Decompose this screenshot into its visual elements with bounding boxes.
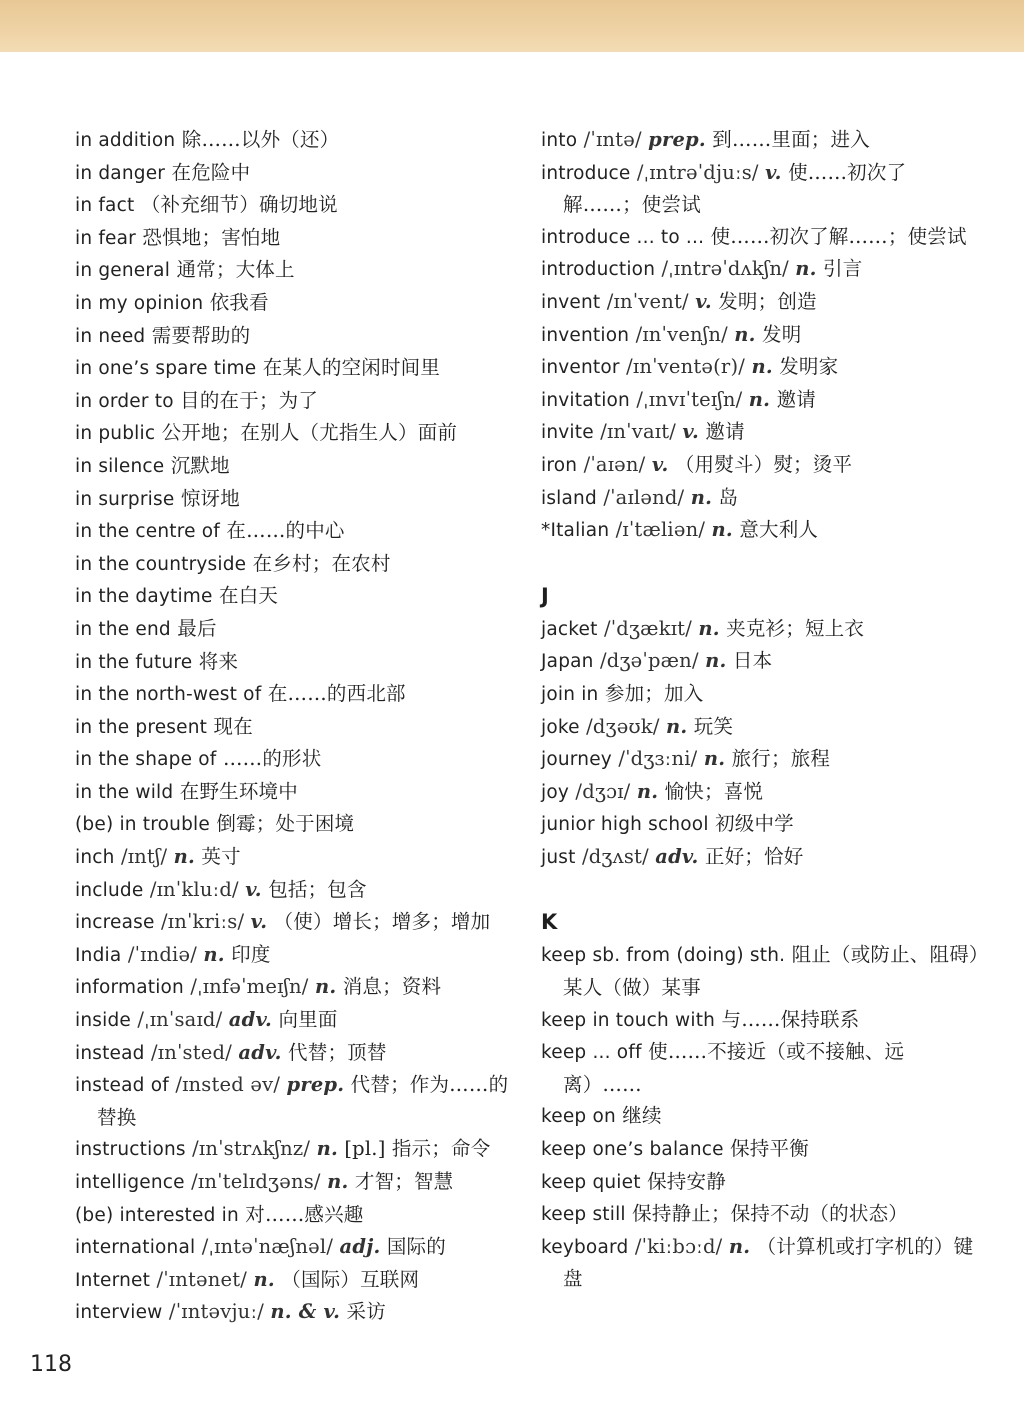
glossary-entry <box>75 743 515 776</box>
glossary-entry <box>541 514 981 547</box>
entry-headword: keep still <box>541 1204 626 1226</box>
entry-gloss: 与……保持联系 <box>721 1007 860 1031</box>
entry-gloss: （用熨斗）熨；烫平 <box>674 452 853 476</box>
entry-gloss: （国际）互联网 <box>281 1267 420 1291</box>
entry-headword: in the countryside <box>75 553 247 575</box>
entry-gloss: 目的在于；为了 <box>180 388 319 412</box>
entry-headword: keep ... off <box>541 1042 642 1064</box>
entry-headword: intelligence <box>75 1172 185 1193</box>
entry-pronunciation: /ˌɪntəˈnæʃnəl/ <box>201 1235 334 1259</box>
entry-gloss: 在白天 <box>219 584 279 608</box>
entry-headword: India <box>75 944 122 966</box>
entry-gloss: 保持平衡 <box>730 1137 809 1161</box>
entry-pronunciation: /ˌɪnfəˈmeɪʃn/ <box>190 975 309 999</box>
glossary-entry <box>75 222 515 255</box>
glossary-entry <box>75 678 515 711</box>
glossary-entry <box>541 711 981 744</box>
glossary-entry <box>541 678 981 711</box>
entry-gloss: 采访 <box>346 1300 386 1324</box>
entry-headword: in the daytime <box>75 586 213 608</box>
entry-headword: (be) in trouble <box>75 814 210 836</box>
glossary-entry <box>75 1069 515 1133</box>
glossary-entry <box>75 515 515 548</box>
entry-gloss: 向里面 <box>278 1008 338 1032</box>
entry-pronunciation: /dʒʌst/ <box>581 844 649 868</box>
glossary-entry <box>541 384 981 417</box>
entry-part-of-speech: adv. <box>655 844 699 868</box>
entry-headword: in the north-west of <box>75 684 262 706</box>
section-letter-k: K <box>541 910 558 935</box>
entry-headword: in general <box>75 260 171 282</box>
entry-gloss: 参加；加入 <box>604 681 704 705</box>
entry-headword: joke <box>541 716 580 738</box>
entry-headword: keep one’s balance <box>541 1139 724 1161</box>
glossary-entry <box>75 417 515 450</box>
glossary-entry <box>541 1198 981 1231</box>
entry-gloss: 沉默地 <box>170 453 230 477</box>
glossary-entry <box>541 482 981 515</box>
entry-gloss: 发明；创造 <box>718 289 817 313</box>
entry-headword: information <box>75 977 184 999</box>
entry-headword: in order to <box>75 390 174 412</box>
glossary-entry <box>541 1004 981 1037</box>
glossary-entry <box>75 841 515 874</box>
glossary-entry <box>541 1231 981 1295</box>
glossary-entry <box>75 1296 515 1329</box>
glossary-entry <box>541 743 981 776</box>
entry-headword: keyboard <box>541 1236 629 1258</box>
entry-pronunciation: /ɪnˈtelɪdʒəns/ <box>191 1170 321 1193</box>
entry-gloss: 继续 <box>622 1104 662 1128</box>
entry-gloss: 日本 <box>732 649 773 673</box>
entry-headword: in surprise <box>75 488 175 510</box>
entry-headword: introduction <box>541 259 656 281</box>
glossary-entry <box>541 1100 981 1133</box>
entry-headword: instead <box>75 1042 145 1064</box>
entry-headword: journey <box>541 749 612 771</box>
glossary-list-k <box>541 939 981 1295</box>
entry-part-of-speech: n. <box>666 714 688 738</box>
entry-pronunciation: /ɪnˈsted/ <box>151 1040 232 1064</box>
entry-pronunciation: /ɪnˈvaɪt/ <box>600 420 677 444</box>
entry-headword: *Italian <box>541 520 610 542</box>
entry-part-of-speech: n. <box>253 1267 275 1291</box>
entry-headword: keep on <box>541 1106 616 1128</box>
glossary-entry <box>541 416 981 449</box>
entry-gloss: 除……以外（还） <box>181 128 340 151</box>
entry-headword: in fact <box>75 195 135 217</box>
glossary-entry <box>541 1166 981 1199</box>
entry-pronunciation: /ɪˈtæliən/ <box>615 518 706 542</box>
glossary-list-j <box>541 613 981 874</box>
glossary-entry <box>541 645 981 678</box>
header-band <box>0 0 1024 52</box>
entry-headword: introduce <box>541 162 631 184</box>
entry-pronunciation: /ɪnsted əv/ <box>175 1073 281 1097</box>
entry-pronunciation: /dʒəˈpæn/ <box>600 649 699 673</box>
entry-gloss: 岛 <box>718 485 739 509</box>
entry-headword: keep sb. from (doing) sth. <box>541 945 786 967</box>
entry-part-of-speech: adj. <box>339 1235 381 1259</box>
entry-gloss: （使）增长；增多；增加 <box>273 910 491 934</box>
glossary-entry <box>541 319 981 352</box>
entry-gloss: 保持安静 <box>647 1169 726 1193</box>
glossary-entry <box>75 646 515 679</box>
entry-headword: invention <box>541 324 630 346</box>
glossary-entry <box>75 320 515 353</box>
entry-gloss: 包括；包含 <box>268 877 367 901</box>
entry-pronunciation: /ɪnˈventə(r)/ <box>626 355 746 379</box>
entry-gloss: （补充细节）确切地说 <box>140 193 338 217</box>
entry-part-of-speech: adv. <box>228 1008 273 1032</box>
entry-part-of-speech: adv. <box>238 1040 282 1064</box>
entry-part-of-speech: n. <box>711 518 733 542</box>
entry-gloss: 消息；资料 <box>342 975 442 999</box>
glossary-entry <box>75 1004 515 1037</box>
entry-pronunciation: /ˈɪndiə/ <box>127 942 197 966</box>
glossary-entry <box>541 286 981 319</box>
glossary-list-i <box>75 124 515 1329</box>
entry-headword: in the future <box>75 651 193 673</box>
entry-part-of-speech: v. <box>250 910 268 934</box>
glossary-entry <box>75 548 515 581</box>
entry-headword: in the present <box>75 716 208 738</box>
entry-part-of-speech: v. <box>695 289 712 313</box>
entry-headword: just <box>541 846 576 868</box>
section-letter-j: J <box>541 583 550 608</box>
entry-gloss: 印度 <box>231 942 271 966</box>
entry-gloss: 恐惧地；害怕地 <box>142 225 281 249</box>
entry-part-of-speech: n. <box>751 355 773 379</box>
entry-part-of-speech: v. <box>765 160 782 184</box>
glossary-entry <box>75 1166 515 1199</box>
entry-headword: join in <box>541 683 599 705</box>
entry-gloss: 英寸 <box>201 845 241 869</box>
glossary-entry <box>75 385 515 418</box>
glossary-entry <box>541 221 981 254</box>
entry-pronunciation: /ˈaɪlənd/ <box>603 485 685 509</box>
entry-headword: inventor <box>541 357 620 379</box>
glossary-entry <box>75 1264 515 1297</box>
entry-gloss: [pl.] 指示；命令 <box>344 1137 491 1161</box>
entry-gloss: 依我看 <box>209 290 269 314</box>
entry-headword: joy <box>541 781 570 803</box>
entry-headword: invite <box>541 422 594 444</box>
glossary-entry <box>75 613 515 646</box>
entry-headword: in the centre of <box>75 521 221 543</box>
glossary-entry <box>541 157 981 221</box>
entry-gloss: 引言 <box>823 257 863 281</box>
entry-pronunciation: /ˈɪntənet/ <box>156 1267 248 1291</box>
entry-gloss: 现在 <box>213 714 253 738</box>
entry-gloss: ……的形状 <box>222 747 322 771</box>
entry-pronunciation: /ˌɪntrəˈdjuːs/ <box>636 160 759 184</box>
glossary-entry <box>75 124 515 157</box>
entry-gloss: 在野生环境中 <box>179 779 298 803</box>
entry-pronunciation: /dʒɔɪ/ <box>575 779 631 803</box>
entry-headword: in need <box>75 325 146 347</box>
entry-part-of-speech: n. <box>734 322 756 346</box>
entry-pronunciation: /ˈɪntə/ <box>583 128 642 151</box>
glossary-entry <box>541 253 981 286</box>
entry-gloss: 在某人的空闲时间里 <box>262 356 441 380</box>
entry-pronunciation: /ˈdʒækɪt/ <box>603 616 692 640</box>
entry-part-of-speech: n. <box>703 747 726 771</box>
entry-headword: junior high school <box>541 814 709 836</box>
glossary-entry <box>75 1037 515 1070</box>
entry-part-of-speech: prep. <box>648 128 706 151</box>
entry-pronunciation: /ɪnˈvent/ <box>606 289 689 313</box>
glossary-entry <box>75 939 515 972</box>
entry-part-of-speech: n. <box>795 257 817 281</box>
entry-gloss: 意大利人 <box>739 518 819 542</box>
entry-headword: in danger <box>75 162 166 184</box>
entry-headword: instead of <box>75 1075 169 1097</box>
entry-headword: instructions <box>75 1139 186 1161</box>
entry-part-of-speech: n. <box>698 616 720 640</box>
entry-gloss: 国际的 <box>386 1235 446 1259</box>
entry-gloss: 保持静止；保持不动（的状态） <box>632 1202 908 1226</box>
entry-pronunciation: /ɪnˈvenʃn/ <box>635 322 728 346</box>
glossary-entry <box>541 1036 981 1100</box>
page-number: 118 <box>30 1352 72 1377</box>
entry-pronunciation: /ɪntʃ/ <box>120 845 168 869</box>
glossary-entry <box>75 906 515 939</box>
entry-headword: jacket <box>541 618 598 640</box>
entry-part-of-speech: n. <box>728 1234 751 1258</box>
glossary-entry <box>541 449 981 482</box>
glossary-entry <box>541 1133 981 1166</box>
entry-gloss: 代替；作为……的替换 <box>97 1073 509 1129</box>
entry-part-of-speech: n. <box>316 1137 338 1161</box>
entry-gloss: 代替；顶替 <box>288 1040 387 1064</box>
entry-gloss: 发明 <box>762 322 802 346</box>
entry-pronunciation: /ˈdʒɜːni/ <box>618 747 698 771</box>
entry-headword: keep quiet <box>541 1171 641 1193</box>
entry-headword: in the wild <box>75 781 174 803</box>
right-column <box>541 124 981 1295</box>
entry-headword: in one’s spare time <box>75 358 257 380</box>
entry-part-of-speech: n. <box>314 975 337 999</box>
entry-gloss: 初级中学 <box>715 812 794 836</box>
glossary-entry <box>541 808 981 841</box>
entry-gloss: 正好；恰好 <box>704 844 804 868</box>
glossary-entry <box>75 254 515 287</box>
glossary-entry <box>75 450 515 483</box>
entry-part-of-speech: v. <box>682 420 699 444</box>
glossary-entry <box>75 711 515 744</box>
glossary-entry <box>541 351 981 384</box>
glossary-entry <box>75 808 515 841</box>
entry-gloss: 在危险中 <box>171 160 251 184</box>
glossary-entry <box>541 613 981 646</box>
entry-headword: in addition <box>75 130 176 151</box>
entry-headword: in the end <box>75 618 171 640</box>
entry-pronunciation: /ɪnˈstrʌkʃnz/ <box>192 1137 311 1161</box>
entry-headword: island <box>541 487 597 509</box>
entry-gloss: 玩笑 <box>693 714 734 738</box>
entry-headword: international <box>75 1237 196 1259</box>
entry-headword: in fear <box>75 227 136 249</box>
entry-part-of-speech: prep. <box>286 1073 345 1097</box>
glossary-entry <box>541 841 981 874</box>
entry-gloss: 需要帮助的 <box>151 323 251 347</box>
entry-gloss: 邀请 <box>705 420 745 444</box>
entry-headword: in silence <box>75 455 165 477</box>
glossary-entry <box>75 1231 515 1264</box>
entry-headword: include <box>75 879 144 901</box>
entry-headword: interview <box>75 1302 163 1324</box>
entry-gloss: 使……不接近（或不接触、远离）…… <box>563 1040 905 1096</box>
entry-part-of-speech: n. <box>173 845 196 869</box>
entry-pronunciation: /ˈɪntəvjuː/ <box>168 1300 264 1324</box>
entry-gloss: 最后 <box>177 616 217 640</box>
entry-gloss: 阻止（或防止、阻碍）某人（做）某事 <box>563 943 979 1000</box>
glossary-entry <box>75 1199 515 1232</box>
entry-gloss: 惊讶地 <box>180 486 240 510</box>
entry-gloss: 夹克衫；短上衣 <box>726 616 865 640</box>
entry-part-of-speech: n. <box>636 779 659 803</box>
glossary-entry <box>75 971 515 1004</box>
entry-part-of-speech: n. <box>690 485 713 509</box>
glossary-entry <box>75 483 515 516</box>
entry-headword: inch <box>75 847 115 869</box>
entry-pronunciation: /dʒəʊk/ <box>586 714 660 738</box>
glossary-entry <box>75 1133 515 1166</box>
entry-part-of-speech: n. <box>203 942 225 966</box>
entry-headword: invent <box>541 291 601 313</box>
entry-part-of-speech: n. & v. <box>270 1300 341 1324</box>
entry-headword: inside <box>75 1010 131 1032</box>
entry-gloss: 使……初次了解……；使尝试 <box>563 160 907 217</box>
entry-gloss: 到……里面；进入 <box>712 128 870 151</box>
entry-part-of-speech: n. <box>748 387 771 411</box>
entry-headword: keep in touch with <box>541 1009 716 1031</box>
entry-gloss: 在……的中心 <box>226 519 345 543</box>
glossary-entry <box>75 157 515 190</box>
glossary-entry <box>75 189 515 222</box>
glossary-entry <box>75 352 515 385</box>
entry-part-of-speech: n. <box>705 649 727 673</box>
entry-gloss: （计算机或打字机的）键盘 <box>563 1234 974 1291</box>
entry-part-of-speech: n. <box>327 1170 349 1193</box>
entry-pronunciation: /ˌɪnˈsaɪd/ <box>137 1008 223 1032</box>
entry-gloss: 使……初次了解……；使尝试 <box>710 224 967 248</box>
entry-headword: into <box>541 130 578 151</box>
entry-headword: Internet <box>75 1269 151 1291</box>
entry-gloss: 对……感兴趣 <box>245 1202 364 1226</box>
entry-gloss: 在……的西北部 <box>267 682 406 706</box>
entry-part-of-speech: v. <box>651 452 669 476</box>
entry-gloss: 邀请 <box>776 387 816 411</box>
entry-headword: in my opinion <box>75 292 204 314</box>
glossary-entry <box>75 776 515 809</box>
entry-headword: Japan <box>541 651 594 673</box>
entry-headword: increase <box>75 912 155 934</box>
entry-gloss: 发明家 <box>779 355 839 379</box>
entry-gloss: 公开地；在别人（尤指生人）面前 <box>161 421 458 445</box>
entry-gloss: 通常；大体上 <box>176 258 295 282</box>
entry-gloss: 才智；智慧 <box>354 1170 454 1193</box>
entry-pronunciation: /ˌɪntrəˈdʌkʃn/ <box>661 257 789 281</box>
entry-gloss: 旅行；旅程 <box>731 747 831 771</box>
glossary-entry <box>541 939 981 1003</box>
glossary-entry <box>541 776 981 809</box>
entry-pronunciation: /ˈkiːbɔːd/ <box>634 1234 723 1258</box>
entry-pronunciation: /ɪnˈkriːs/ <box>160 910 245 934</box>
glossary-entry <box>75 287 515 320</box>
glossary-list-i-continued <box>541 124 981 547</box>
entry-pronunciation: /ˈaɪən/ <box>583 452 646 476</box>
glossary-entry <box>75 580 515 613</box>
entry-headword: (be) interested in <box>75 1204 239 1226</box>
entry-part-of-speech: v. <box>245 877 262 901</box>
entry-headword: iron <box>541 454 578 476</box>
left-column <box>75 124 515 1329</box>
entry-headword: in public <box>75 423 156 445</box>
glossary-entry <box>541 124 981 157</box>
entry-gloss: 愉快；喜悦 <box>664 779 764 803</box>
glossary-entry <box>75 874 515 907</box>
entry-headword: in the shape of <box>75 749 217 771</box>
entry-gloss: 倒霉；处于困境 <box>216 812 355 836</box>
entry-gloss: 将来 <box>198 649 239 673</box>
entry-pronunciation: /ɪnˈkluːd/ <box>149 877 239 901</box>
entry-headword: introduce ... to ... <box>541 226 705 248</box>
entry-headword: invitation <box>541 389 630 411</box>
entry-pronunciation: /ˌɪnvɪˈteɪʃn/ <box>636 387 743 411</box>
entry-gloss: 在乡村；在农村 <box>252 551 391 575</box>
